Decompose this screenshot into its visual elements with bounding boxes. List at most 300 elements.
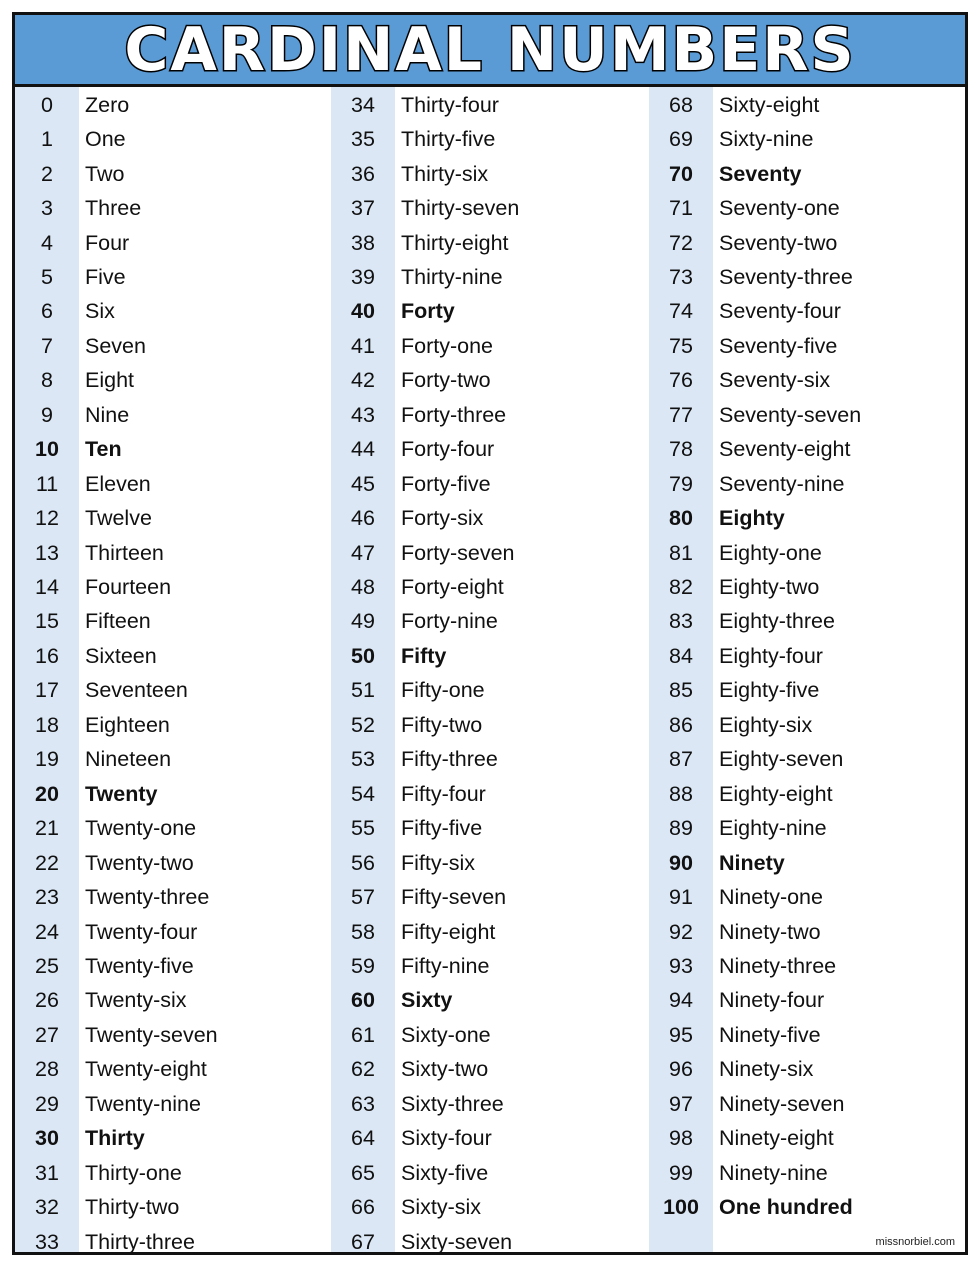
- number-digit: 90: [669, 850, 693, 875]
- number-word: Sixteen: [85, 643, 157, 668]
- number-digit: 25: [35, 953, 59, 978]
- number-row: [15, 811, 196, 845]
- number-row: [15, 605, 151, 639]
- number-word: Seventeen: [85, 678, 188, 703]
- number-word: Twenty-three: [85, 885, 210, 910]
- number-digit: 42: [351, 368, 375, 393]
- number-row: [649, 846, 785, 880]
- number-word: Sixty-one: [401, 1022, 491, 1047]
- number-word: Forty: [401, 299, 455, 324]
- number-word: Ninety-eight: [719, 1126, 834, 1151]
- number-digit: 58: [351, 919, 375, 944]
- number-word: Two: [85, 161, 125, 186]
- number-digit: 64: [351, 1126, 375, 1151]
- number-row: [331, 1156, 488, 1190]
- number-digit: 56: [351, 850, 375, 875]
- number-word: Six: [85, 299, 115, 324]
- number-word: Sixty-four: [401, 1126, 492, 1151]
- number-row: [649, 295, 841, 329]
- number-digit: 85: [669, 678, 693, 703]
- number-digit: 49: [351, 609, 375, 634]
- number-row: [649, 191, 840, 225]
- number-digit: 52: [351, 712, 375, 737]
- number-row: [331, 846, 475, 880]
- number-row: [331, 570, 504, 604]
- number-digit: 24: [35, 919, 59, 944]
- number-row: [649, 1018, 821, 1052]
- number-row: [15, 329, 146, 363]
- number-digit: 69: [669, 127, 693, 152]
- number-row: [15, 398, 129, 432]
- number-digit: 59: [351, 953, 375, 978]
- number-digit: 54: [351, 781, 375, 806]
- number-word: Fifty: [401, 643, 447, 668]
- number-word: Eighty-nine: [719, 816, 827, 841]
- number-row: [15, 949, 194, 983]
- number-digit: 17: [35, 678, 59, 703]
- number-word: Seventy-four: [719, 299, 841, 324]
- number-word: One: [85, 127, 126, 152]
- number-digit: 95: [669, 1022, 693, 1047]
- number-row: [15, 191, 141, 225]
- number-word: Forty-two: [401, 368, 491, 393]
- number-row: [649, 1156, 828, 1190]
- number-word: Twenty-four: [85, 919, 198, 944]
- number-digit: 14: [35, 575, 59, 600]
- number-word: Eleven: [85, 471, 151, 496]
- number-row: [649, 1053, 813, 1087]
- number-digit: 29: [35, 1091, 59, 1116]
- number-row: [331, 226, 509, 260]
- number-digit: 97: [669, 1091, 693, 1116]
- number-word: Twenty-eight: [85, 1057, 207, 1082]
- number-digit: 62: [351, 1057, 375, 1082]
- number-word: Fifty-seven: [401, 885, 507, 910]
- number-word: Fifty-nine: [401, 953, 490, 978]
- number-row: [15, 1190, 179, 1224]
- number-row: [649, 915, 821, 949]
- number-word: Ninety-three: [719, 953, 837, 978]
- number-digit: 86: [669, 712, 693, 737]
- number-digit: 0: [41, 92, 53, 117]
- number-word: Thirty-one: [85, 1160, 182, 1185]
- number-digit: 75: [669, 333, 693, 358]
- number-row: [649, 880, 823, 914]
- number-digit: 79: [669, 471, 693, 496]
- number-row: [15, 1018, 218, 1052]
- number-row: [15, 364, 134, 398]
- site-credit: missnorbiel.com: [875, 1236, 955, 1248]
- number-word: One hundred: [719, 1195, 853, 1220]
- number-digit: 10: [35, 437, 59, 462]
- number-digit: 48: [351, 575, 375, 600]
- number-word: Sixty-nine: [719, 127, 814, 152]
- number-digit: 26: [35, 988, 59, 1013]
- number-digit: 53: [351, 747, 375, 772]
- number-digit: 84: [669, 643, 693, 668]
- number-digit: 87: [669, 747, 693, 772]
- number-word: Thirty-four: [401, 92, 499, 117]
- number-digit: 80: [669, 506, 693, 531]
- number-digit: 9: [41, 402, 53, 427]
- number-digit: 57: [351, 885, 375, 910]
- column-3: [649, 87, 968, 1252]
- number-row: [649, 329, 837, 363]
- number-word: Sixty-eight: [719, 92, 820, 117]
- number-row: [331, 777, 486, 811]
- number-row: [331, 260, 503, 294]
- number-digit: 35: [351, 127, 375, 152]
- number-word: Seven: [85, 333, 146, 358]
- number-word: Eighteen: [85, 712, 170, 737]
- number-row: [649, 708, 812, 742]
- number-digit: 73: [669, 264, 693, 289]
- number-digit: 68: [669, 92, 693, 117]
- number-word: Twenty: [85, 781, 158, 806]
- number-row: [15, 880, 209, 914]
- number-digit: 81: [669, 540, 693, 565]
- number-row: [15, 570, 171, 604]
- number-word: Thirty-eight: [401, 230, 509, 255]
- number-word: Forty-one: [401, 333, 494, 358]
- number-digit: 18: [35, 712, 59, 737]
- number-row: [649, 536, 822, 570]
- number-row: [15, 674, 188, 708]
- number-word: Forty-nine: [401, 609, 498, 634]
- number-word: Forty-six: [401, 506, 484, 531]
- number-row: [649, 743, 843, 777]
- number-word: Seventy-seven: [719, 402, 862, 427]
- number-row: [331, 536, 515, 570]
- number-digit: 20: [35, 781, 59, 806]
- number-word: Thirty-two: [85, 1195, 180, 1220]
- number-word: Fifty-four: [401, 781, 486, 806]
- number-word: Seventy-six: [719, 368, 831, 393]
- number-row: [331, 915, 495, 949]
- number-digit: 78: [669, 437, 693, 462]
- number-digit: 98: [669, 1126, 693, 1151]
- number-row: [649, 88, 819, 122]
- number-row: [331, 708, 482, 742]
- number-word: Eighty-eight: [719, 781, 833, 806]
- number-row: [331, 811, 482, 845]
- number-row: [649, 122, 813, 156]
- number-word: Fifteen: [85, 609, 151, 634]
- number-word: Eighty-six: [719, 712, 813, 737]
- number-word: Ninety-five: [719, 1022, 821, 1047]
- number-row: [15, 501, 152, 535]
- number-word: Three: [85, 196, 142, 221]
- number-digit: 2: [41, 161, 53, 186]
- number-word: Forty-five: [401, 471, 491, 496]
- number-word: Eighty-four: [719, 643, 823, 668]
- number-digit: 82: [669, 575, 693, 600]
- number-row: [649, 1087, 844, 1121]
- number-word: Sixty-two: [401, 1057, 489, 1082]
- number-digit: 16: [35, 643, 59, 668]
- number-word: Thirty: [85, 1126, 145, 1151]
- number-digit: 67: [351, 1229, 375, 1254]
- number-digit: 45: [351, 471, 375, 496]
- number-word: Fifty-two: [401, 712, 483, 737]
- number-digit: 22: [35, 850, 59, 875]
- number-word: Sixty: [401, 988, 453, 1013]
- number-digit: 91: [669, 885, 693, 910]
- number-row: [649, 570, 819, 604]
- number-row: [331, 467, 491, 501]
- number-row: [15, 915, 197, 949]
- number-row: [15, 777, 157, 811]
- number-word: Seventy: [719, 161, 802, 186]
- number-row: [331, 191, 519, 225]
- number-digit: 66: [351, 1195, 375, 1220]
- number-row: [649, 501, 785, 535]
- number-row: [649, 605, 835, 639]
- number-digit: 7: [41, 333, 53, 358]
- number-digit: 19: [35, 747, 59, 772]
- number-digit: 71: [669, 196, 693, 221]
- number-digit: 30: [35, 1126, 59, 1151]
- number-digit: 33: [35, 1229, 59, 1254]
- number-word: Zero: [85, 92, 130, 117]
- number-digit: 3: [41, 196, 53, 221]
- number-digit: 89: [669, 816, 693, 841]
- number-word: Seventy-two: [719, 230, 838, 255]
- number-row: [15, 1225, 195, 1259]
- number-row: [331, 157, 488, 191]
- number-digit: 88: [669, 781, 693, 806]
- number-word: Eighty-five: [719, 678, 820, 703]
- number-word: Eighty: [719, 506, 785, 531]
- number-word: Forty-three: [401, 402, 507, 427]
- number-word: Seventy-five: [719, 333, 838, 358]
- number-digit: 11: [35, 471, 59, 496]
- number-word: Nine: [85, 402, 130, 427]
- number-word: Thirty-five: [401, 127, 496, 152]
- number-row: [649, 777, 833, 811]
- number-word: Fifty-five: [401, 816, 483, 841]
- number-digit: 61: [351, 1022, 375, 1047]
- number-digit: 96: [669, 1057, 693, 1082]
- number-row: [331, 364, 491, 398]
- number-row: [331, 1053, 488, 1087]
- number-digit: 70: [669, 161, 693, 186]
- number-word: Fifty-three: [401, 747, 498, 772]
- number-row: [331, 605, 498, 639]
- number-word: Ninety-four: [719, 988, 825, 1013]
- number-row: [649, 433, 850, 467]
- number-word: Thirty-six: [401, 161, 489, 186]
- number-digit: 39: [351, 264, 375, 289]
- number-word: Twenty-six: [85, 988, 187, 1013]
- number-digit: 72: [669, 230, 693, 255]
- number-digit: 4: [41, 230, 53, 255]
- number-row: [15, 708, 170, 742]
- number-row: [649, 674, 819, 708]
- number-row: [15, 1156, 182, 1190]
- number-word: Ten: [85, 437, 122, 462]
- number-digit: 60: [351, 988, 375, 1013]
- number-digit: 65: [351, 1160, 375, 1185]
- number-row: [15, 157, 124, 191]
- number-digit: 77: [669, 402, 693, 427]
- number-row: [649, 984, 824, 1018]
- number-digit: 21: [35, 816, 59, 841]
- number-word: Ninety-six: [719, 1057, 814, 1082]
- number-digit: 43: [351, 402, 375, 427]
- number-row: [649, 157, 801, 191]
- number-row: [15, 467, 151, 501]
- number-digit: 13: [35, 540, 59, 565]
- number-word: Sixty-six: [401, 1195, 482, 1220]
- number-row: [331, 1018, 491, 1052]
- number-word: Thirteen: [85, 540, 164, 565]
- number-word: Ninety-seven: [719, 1091, 845, 1116]
- number-row: [15, 122, 126, 156]
- number-row: [331, 743, 498, 777]
- number-word: Forty-seven: [401, 540, 515, 565]
- number-digit: 40: [351, 299, 375, 324]
- number-digit: 38: [351, 230, 375, 255]
- number-row: [331, 122, 495, 156]
- number-row: [331, 1225, 512, 1259]
- number-word: Fifty-six: [401, 850, 476, 875]
- number-row: [15, 743, 171, 777]
- number-digit: 6: [41, 299, 53, 324]
- number-row: [331, 639, 446, 673]
- number-digit: 12: [35, 506, 59, 531]
- column-2: [331, 87, 649, 1252]
- number-word: Ninety-nine: [719, 1160, 828, 1185]
- number-word: Ninety: [719, 850, 785, 875]
- number-row: [15, 984, 187, 1018]
- number-row: [331, 329, 493, 363]
- number-word: Thirty-nine: [401, 264, 503, 289]
- number-word: Forty-four: [401, 437, 495, 462]
- number-digit: 93: [669, 953, 693, 978]
- number-digit: 74: [669, 299, 693, 324]
- number-digit: 36: [351, 161, 375, 186]
- number-row: [649, 260, 853, 294]
- number-word: Eighty-one: [719, 540, 822, 565]
- number-word: Forty-eight: [401, 575, 504, 600]
- number-word: Eighty-two: [719, 575, 820, 600]
- number-word: Four: [85, 230, 130, 255]
- number-word: Twenty-one: [85, 816, 197, 841]
- number-word: Fifty-eight: [401, 919, 496, 944]
- number-word: Twenty-two: [85, 850, 194, 875]
- number-digit: 55: [351, 816, 375, 841]
- number-row: [15, 639, 157, 673]
- number-digit: 44: [351, 437, 375, 462]
- number-word: Fourteen: [85, 575, 172, 600]
- number-row: [331, 674, 485, 708]
- number-digit: 32: [35, 1195, 59, 1220]
- number-digit: 51: [351, 678, 375, 703]
- number-digit: 76: [669, 368, 693, 393]
- number-word: Twenty-seven: [85, 1022, 218, 1047]
- number-row: [331, 501, 483, 535]
- number-row: [15, 536, 164, 570]
- number-word: Ninety-one: [719, 885, 823, 910]
- number-row: [331, 880, 506, 914]
- number-row: [649, 1122, 834, 1156]
- number-word: Sixty-three: [401, 1091, 504, 1116]
- number-digit: 5: [41, 264, 53, 289]
- number-word: Seventy-three: [719, 264, 853, 289]
- number-digit: 28: [35, 1057, 59, 1082]
- number-word: Sixty-five: [401, 1160, 489, 1185]
- number-digit: 8: [41, 368, 53, 393]
- number-row: [15, 1122, 145, 1156]
- number-row: [331, 433, 494, 467]
- number-digit: 15: [35, 609, 59, 634]
- number-digit: 46: [351, 506, 375, 531]
- page-title: CARDINAL NUMBERS: [124, 14, 856, 85]
- number-row: [331, 88, 499, 122]
- number-word: Twelve: [85, 506, 152, 531]
- number-word: Twenty-five: [85, 953, 194, 978]
- number-digit: 94: [669, 988, 693, 1013]
- number-word: Ninety-two: [719, 919, 821, 944]
- number-row: [649, 467, 845, 501]
- number-row: [15, 1087, 201, 1121]
- number-word: Twenty-nine: [85, 1091, 201, 1116]
- number-row: [331, 1087, 504, 1121]
- column-1: [15, 87, 331, 1252]
- number-row: [331, 1190, 481, 1224]
- number-digit: 27: [35, 1022, 59, 1047]
- number-digit: 83: [669, 609, 693, 634]
- number-word: Thirty-three: [85, 1229, 195, 1254]
- chart-frame: [12, 12, 968, 1255]
- number-row: [649, 226, 837, 260]
- number-word: Thirty-seven: [401, 196, 520, 221]
- number-digit: 50: [351, 643, 375, 668]
- number-word: Nineteen: [85, 747, 172, 772]
- number-row: [331, 295, 455, 329]
- number-row: [649, 364, 830, 398]
- number-digit: 99: [669, 1160, 693, 1185]
- title-banner: [15, 15, 965, 87]
- number-word: Fifty-one: [401, 678, 485, 703]
- number-word: Seventy-nine: [719, 471, 845, 496]
- number-word: Five: [85, 264, 126, 289]
- number-digit: 34: [351, 92, 375, 117]
- number-digit: 100: [663, 1195, 699, 1220]
- number-digit: 31: [35, 1160, 59, 1185]
- number-row: [15, 295, 115, 329]
- number-row: [15, 1053, 207, 1087]
- number-digit: 47: [351, 540, 375, 565]
- number-row: [331, 949, 489, 983]
- number-digit: 37: [351, 196, 375, 221]
- number-word: Eighty-three: [719, 609, 835, 634]
- number-digit: 41: [351, 333, 375, 358]
- number-digit: 1: [41, 127, 53, 152]
- number-word: Eight: [85, 368, 135, 393]
- number-row: [15, 846, 194, 880]
- number-row: [15, 226, 129, 260]
- number-digit: 63: [351, 1091, 375, 1116]
- number-row: [649, 1190, 853, 1224]
- number-row: [331, 1122, 492, 1156]
- number-word: Eighty-seven: [719, 747, 844, 772]
- number-row: [649, 811, 827, 845]
- number-row: [331, 398, 506, 432]
- number-row: [15, 433, 122, 467]
- number-row: [649, 639, 823, 673]
